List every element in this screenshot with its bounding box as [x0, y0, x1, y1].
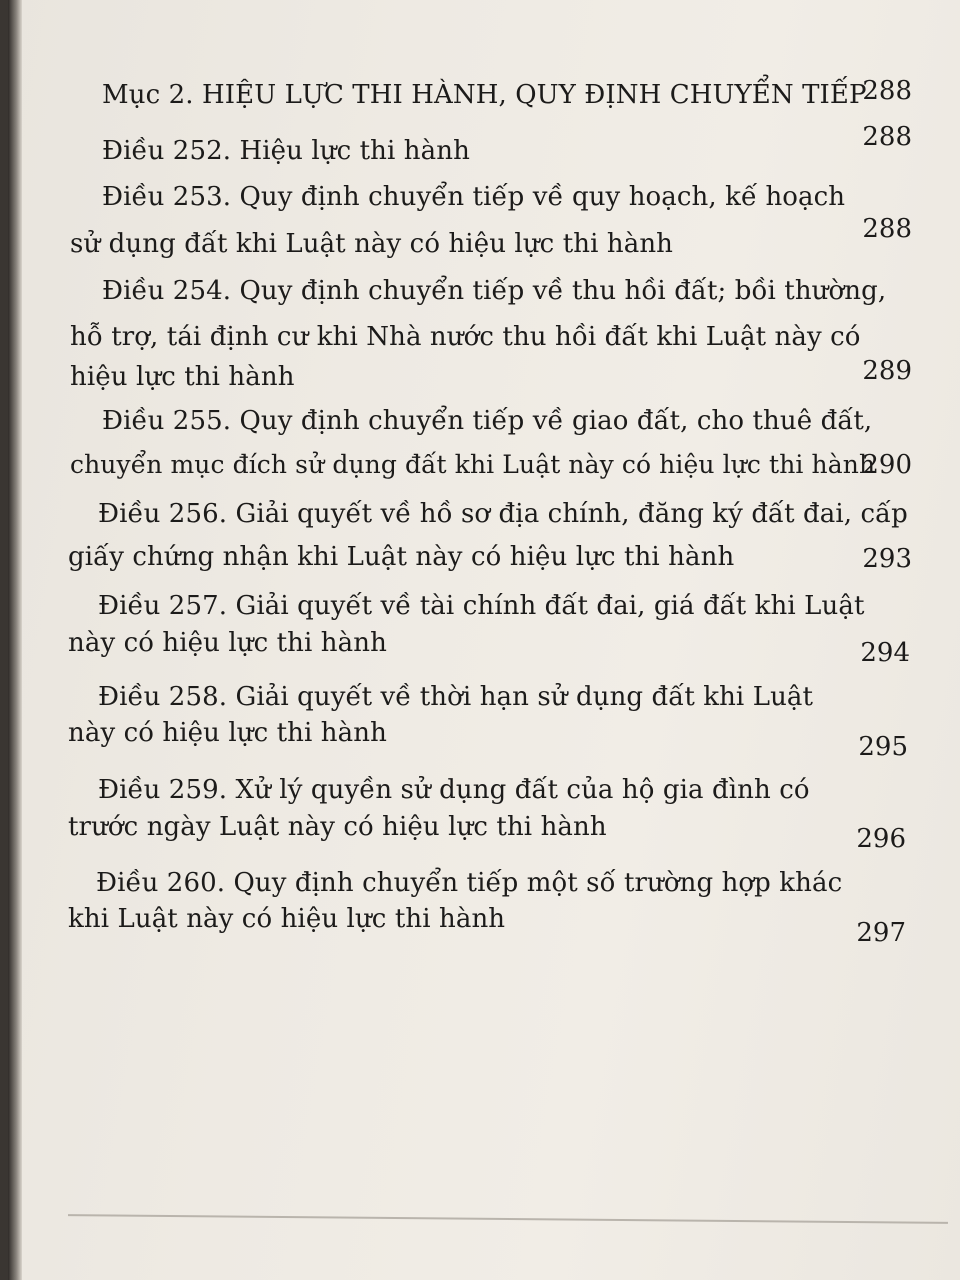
toc-entry-line: Điều 254. Quy định chuyển tiếp về thu hồi đất; bồi thường,: [102, 276, 887, 306]
toc-page-number: 289: [862, 356, 912, 386]
toc-entry-line: Điều 253. Quy định chuyển tiếp về quy hoạch, kế hoạch: [102, 182, 846, 212]
toc-entry-line: Điều 258. Giải quyết về thời hạn sử dụng đất khi Luật: [98, 682, 814, 712]
toc-page-number: 290: [862, 450, 912, 480]
toc-entry-title: Điều 252. Hiệu lực thi hành: [102, 136, 470, 166]
toc-entry-line: chuyển mục đích sử dụng đất khi Luật này có hiệu lực thi hành: [70, 450, 876, 479]
toc-entry-line: Điều 260. Quy định chuyển tiếp một số trường hợp khác: [96, 868, 843, 898]
toc-page-number: 288: [862, 76, 912, 106]
toc-entry-line: Điều 255. Quy định chuyển tiếp về giao đất, cho thuê đất,: [102, 406, 873, 436]
toc-entry-line: khi Luật này có hiệu lực thi hành: [68, 904, 506, 934]
toc-entry-line: hỗ trợ, tái định cư khi Nhà nước thu hồi đất khi Luật này có: [70, 322, 861, 352]
toc-page-number: 296: [856, 824, 906, 854]
toc-entry-line: giấy chứng nhận khi Luật này có hiệu lực thi hành: [68, 542, 735, 572]
toc-entry-line: này có hiệu lực thi hành: [68, 628, 387, 658]
table-of-contents: [8, 0, 960, 1280]
book-page: [8, 0, 960, 1280]
toc-entry-line: Điều 257. Giải quyết về tài chính đất đai, giá đất khi Luật: [98, 591, 865, 621]
toc-entry-line: hiệu lực thi hành: [70, 362, 295, 392]
toc-entry-line: này có hiệu lực thi hành: [68, 718, 387, 748]
toc-page-number: 294: [860, 638, 910, 668]
toc-entry-line: trước ngày Luật này có hiệu lực thi hành: [68, 812, 607, 842]
toc-entry-line: sử dụng đất khi Luật này có hiệu lực thi hành: [70, 229, 674, 259]
toc-entry-line: Điều 256. Giải quyết về hồ sơ địa chính, đăng ký đất đai, cấp: [98, 499, 908, 529]
toc-entry-line: Điều 259. Xử lý quyền sử dụng đất của hộ gia đình có: [98, 775, 810, 805]
toc-page-number: 293: [862, 544, 912, 574]
toc-page-number: 297: [856, 918, 906, 948]
toc-page-number: 295: [858, 732, 908, 762]
toc-page-number: 288: [862, 214, 912, 244]
toc-page-number: 288: [862, 122, 912, 152]
toc-section-heading: Mục 2. HIỆU LỰC THI HÀNH, QUY ĐỊNH CHUYỂN TIẾP: [102, 80, 867, 110]
